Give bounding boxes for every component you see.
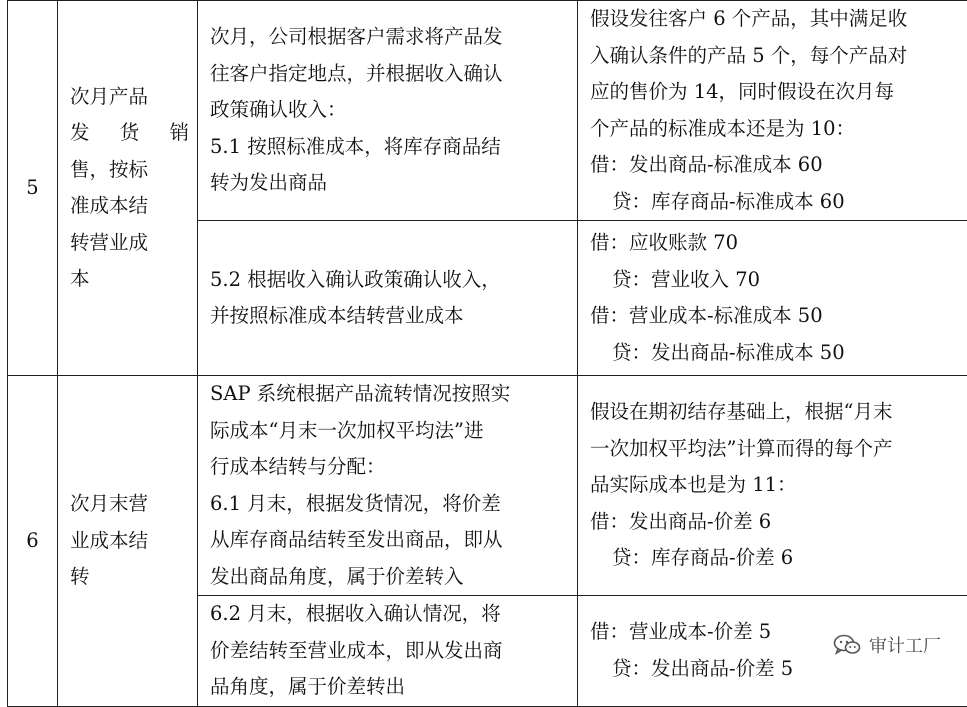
desc-line: 政策确认收入： <box>210 92 567 129</box>
desc-line: 价差结转至营业成本，即从发出商 <box>210 633 567 670</box>
name-line: 本 <box>70 261 189 298</box>
journal-entry-credit: 贷：营业收入 70 <box>590 262 967 299</box>
desc-line: 6.1 月末，根据发货情况，将价差 <box>210 486 567 523</box>
example-cell <box>578 376 967 596</box>
desc-line: 发出商品角度，属于价差转入 <box>210 559 567 596</box>
example-line: 应的售价为 14，同时假设在次月每 <box>590 74 967 111</box>
name-line: 业成本结 <box>70 523 189 560</box>
name-line: 售，按标 <box>70 152 189 189</box>
desc-line: 5.2 根据收入确认政策确认收入， <box>210 262 567 299</box>
name-line: 次月末营 <box>70 486 189 523</box>
example-line: 品实际成本也是为 11： <box>590 467 967 504</box>
watermark <box>831 632 943 658</box>
example-cell <box>578 1 967 221</box>
example-line: 个产品的标准成本还是为 10： <box>590 111 967 148</box>
table-row <box>8 376 967 596</box>
journal-entry-credit: 贷：库存商品-标准成本 60 <box>590 184 967 221</box>
desc-line: SAP 系统根据产品流转情况按照实 <box>210 376 567 413</box>
desc-line: 从库存商品结转至发出商品，即从 <box>210 522 567 559</box>
journal-entry-debit: 借：发出商品-标准成本 60 <box>590 147 967 184</box>
name-line: 发 货 销 <box>70 115 189 152</box>
journal-entry-credit: 贷：发出商品-价差 5 <box>590 651 967 688</box>
name-line: 准成本结 <box>70 188 189 225</box>
desc-line: 6.2 月末，根据收入确认情况，将 <box>210 596 567 633</box>
name-line: 次月产品 <box>70 79 189 116</box>
row-number: 5 <box>8 1 58 376</box>
desc-line: 品角度，属于价差转出 <box>210 669 567 706</box>
description-cell <box>198 1 578 221</box>
desc-line: 并按照标准成本结转营业成本 <box>210 298 567 335</box>
description-cell <box>198 221 578 376</box>
journal-entry-credit: 贷：库存商品-价差 6 <box>590 540 967 577</box>
journal-entry-debit: 借：营业成本-价差 5 <box>590 614 967 651</box>
description-cell <box>198 376 578 596</box>
name-line: 转营业成 <box>70 225 189 262</box>
description-cell <box>198 596 578 707</box>
desc-line: 往客户指定地点，并根据收入确认 <box>210 56 567 93</box>
example-line: 假设在期初结存基础上，根据“月末 <box>590 394 967 431</box>
table-row <box>8 1 967 221</box>
desc-line: 转为发出商品 <box>210 165 567 202</box>
desc-line: 行成本结转与分配： <box>210 449 567 486</box>
wechat-icon <box>833 634 861 656</box>
journal-entry-credit: 贷：发出商品-标准成本 50 <box>590 335 967 372</box>
journal-entry-debit: 借：发出商品-价差 6 <box>590 504 967 541</box>
name-line: 转 <box>70 559 189 596</box>
example-line: 假设发往客户 6 个产品，其中满足收 <box>590 1 967 38</box>
example-line: 入确认条件的产品 5 个，每个产品对 <box>590 38 967 75</box>
step-name <box>58 376 198 707</box>
desc-line: 际成本“月末一次加权平均法”进 <box>210 413 567 450</box>
journal-entry-debit: 借：应收账款 70 <box>590 225 967 262</box>
example-cell <box>578 221 967 376</box>
row-number: 6 <box>8 376 58 707</box>
accounting-table <box>7 0 967 707</box>
desc-line: 5.1 按照标准成本，将库存商品结 <box>210 129 567 166</box>
watermark-text: 审计工厂 <box>869 632 941 658</box>
example-line: 一次加权平均法”计算而得的每个产 <box>590 431 967 468</box>
desc-line: 次月，公司根据客户需求将产品发 <box>210 19 567 56</box>
journal-entry-debit: 借：营业成本-标准成本 50 <box>590 298 967 335</box>
step-name <box>58 1 198 376</box>
